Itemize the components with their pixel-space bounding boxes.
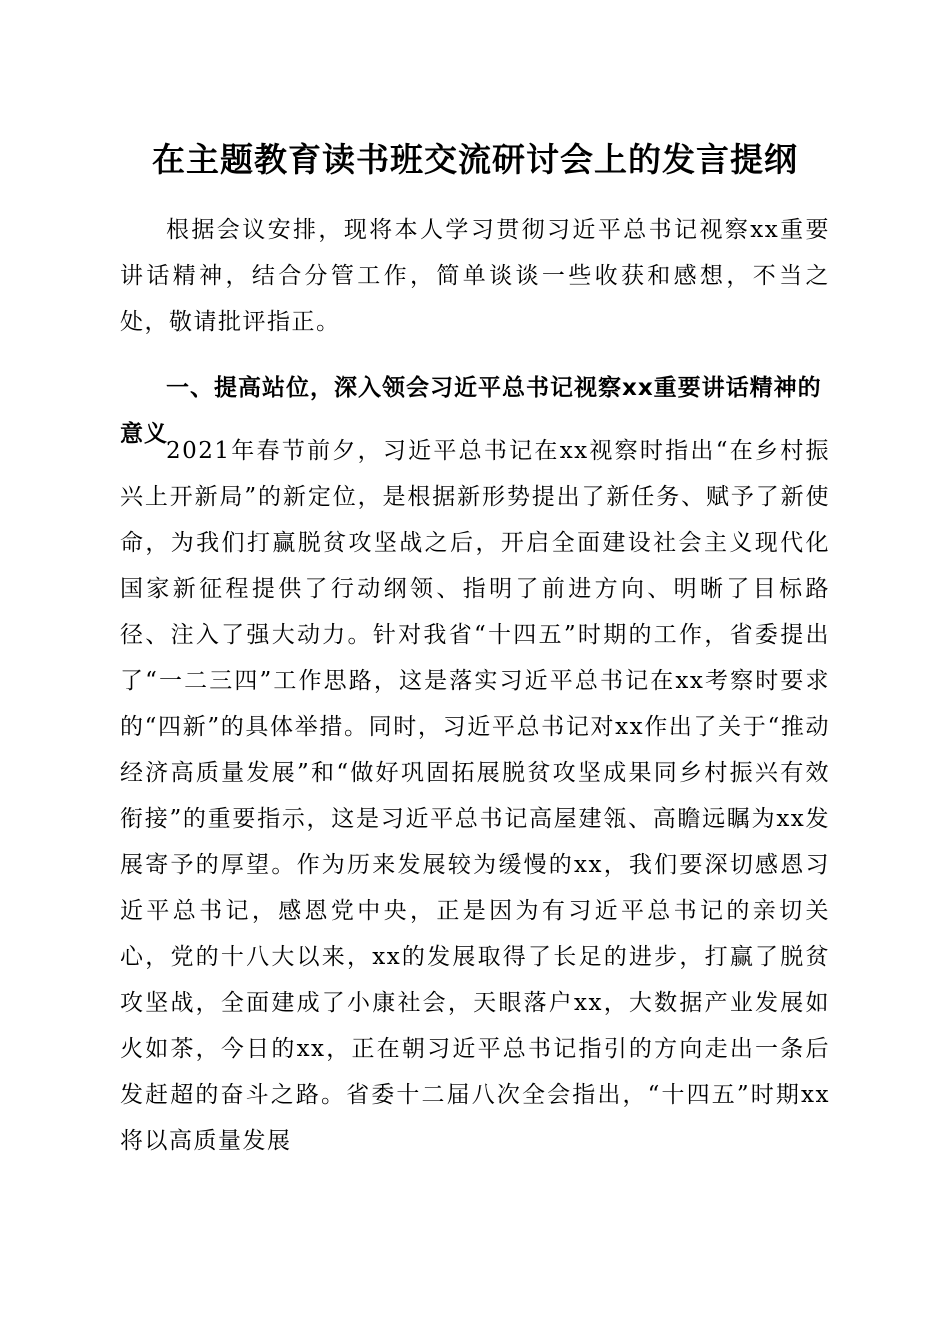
page-title: 在主题教育读书班交流研讨会上的发言提纲 bbox=[152, 140, 798, 179]
section-heading: 一、提高站位，深入领会习近平总书记视察xx重要讲话精神的意义 bbox=[120, 375, 822, 447]
intro-paragraph: 根据会议安排，现将本人学习贯彻习近平总书记视察xx重要讲话精神，结合分管工作，简单谈谈一些收获和感想，不当之处，敬请批评指正。 bbox=[120, 217, 830, 335]
section-paragraph: 2021年春节前夕，习近平总书记在xx视察时指出“在乡村振兴上开新局”的新定位，是根据新形势提出了新任务、赋予了新使命，为我们打赢脱贫攻坚战之后，开启全面建设社会主义现代化国家新征程提供了行动纲领、指明了前进方向、明晰了目标路径、注入了强大动力。针对我省“十四五”时期的工作，省委提出了“一二三四”工作思路，这是落实习近平总书记在xx考察时要求的“四新”的具体举措。同时，习近平总书记对xx作出了关于“推动经济高质量发展”和“做好巩固拓展脱贫攻坚成果同乡村振兴有效衔接”的重要指示，这是习近平总书记高屋建瓴、高瞻远瞩为xx发展寄予的厚望。作为历来发展较为缓慢的xx，我们要深切感恩习近平总书记，感恩党中央，正是因为有习近平总书记的亲切关心，党的十八大以来，xx的发展取得了长足的进步，打赢了脱贫攻坚战，全面建成了小康社会，天眼落户xx，大数据产业发展如火如茶，今日的xx，正在朝习近平总书记指引的方向走出一条后发赶超的奋斗之路。省委十二届八次全会指出，“十四五”时期xx将以高质量发展 bbox=[120, 438, 830, 1154]
